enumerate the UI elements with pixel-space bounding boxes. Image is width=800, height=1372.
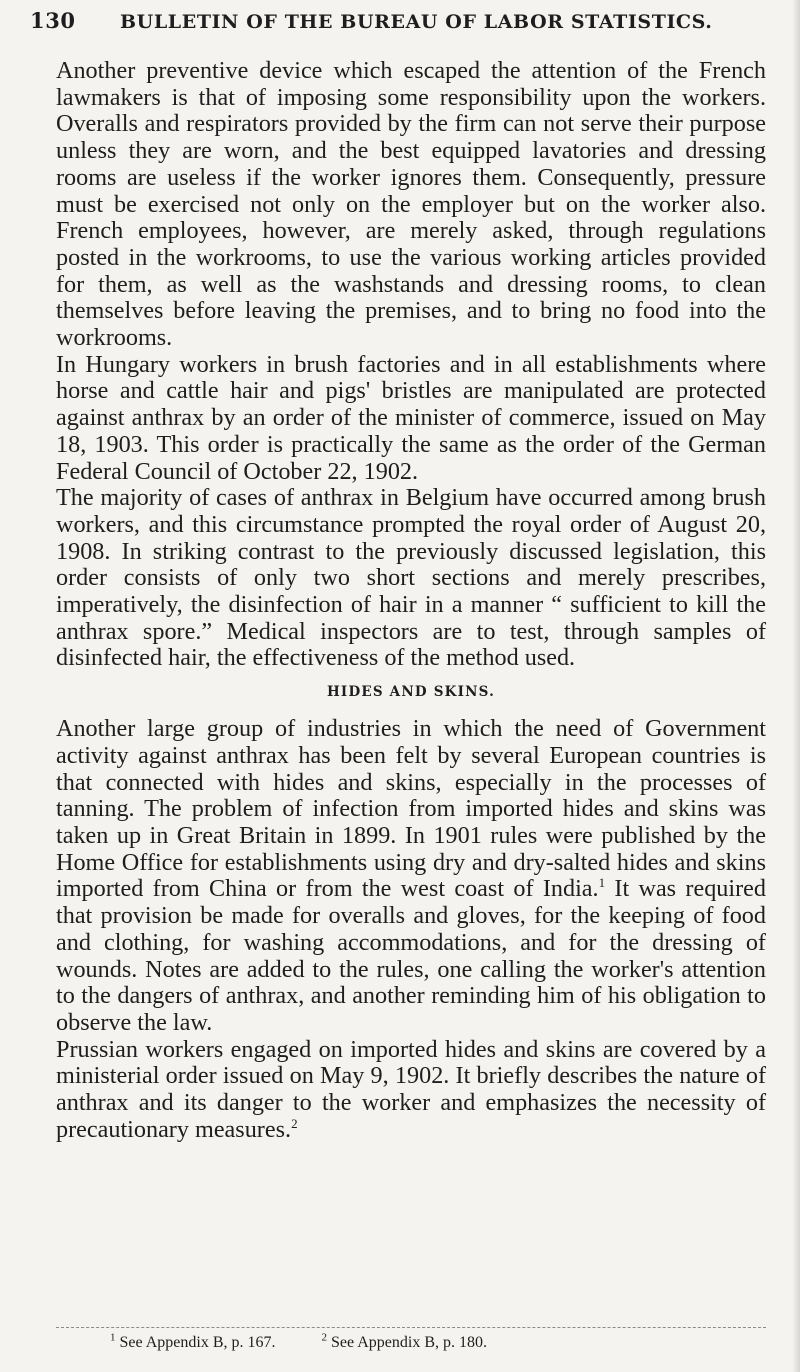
running-title: BULLETIN OF THE BUREAU OF LABOR STATISTICS. (120, 11, 713, 33)
section-heading: HIDES AND SKINS. (326, 684, 496, 701)
paragraph-hides-skins (56, 716, 766, 1036)
paragraph-belgium: The majority of cases of anthrax in Belgium have occurred among brush workers, and this circumstance prompted the royal order of August 20, 1908. In striking contrast to the previously discussed legislation, this order consists of only two short sections and merely prescribes, imperatively, the disinfection of hair in a manner “ sufficient to kill the anthrax spore.” Medical inspectors are to test, through samples of disinfected hair, the effectiveness of the method used. (56, 484, 766, 672)
paragraph-text: Prussian workers engaged on imported hides and skins are covered by a ministerial order issued on May 9, 1902. It briefly describes the nature of anthrax and its danger to the worker and emphasizes the necessity of precautionary measures. (56, 1035, 766, 1143)
footnote-mark: 2 (321, 1331, 327, 1344)
footnote-reference: 1 (598, 875, 606, 891)
page-number: 130 (30, 8, 76, 33)
footnote-mark: 1 (110, 1331, 116, 1344)
page-edge-shadow (792, 0, 800, 1372)
footnote-text: See Appendix B, p. 180. (331, 1334, 487, 1351)
footnote (322, 1333, 488, 1353)
footnote-reference: 2 (291, 1115, 298, 1131)
running-header (30, 8, 770, 48)
footnote (110, 1333, 276, 1353)
body-text (56, 58, 766, 1143)
paragraph-text: It was required that provision be made for overalls and gloves, for the keeping of food and clothing, for washing accommodations, and for the dressing of wounds. Notes are added to the rules, one calling the worker's attention to the dangers of anthrax, and another reminding him of his obligation to observe the law. (56, 875, 766, 1036)
paragraph-preventive-device: Another preventive device which escaped the attention of the French lawmakers is that of imposing some responsibility upon the workers. Overalls and respirators provided by the firm can not serve their purpose unless they are worn, and the best equipped lavatories and dressing rooms are useless if the worker ignores them. Consequently, pressure must be exercised not only on the employer but on the worker also. French employees, however, are merely asked, through regulations posted in the workrooms, to use the various working articles provided for them, as well as the washstands and dressing rooms, to clean themselves before leaving the premises, and to bring no food into the workrooms. (56, 57, 766, 352)
paragraph-hungary: In Hungary workers in brush factories and in all establishments where horse and cattle hair and pigs' bristles are manipulated are protected against anthrax by an order of the minister of commerce, issued on May 18, 1903. This order is practically the same as the order of the German Federal Council of October 22, 1902. (56, 350, 766, 485)
footnotes (110, 1333, 750, 1353)
paragraph-prussian-workers (56, 1037, 766, 1144)
footnote-text: See Appendix B, p. 167. (119, 1334, 276, 1351)
footnote-divider (56, 1327, 766, 1328)
paragraph-text: Another large group of industries in which the need of Government activity against anthrax has been felt by several European countries is that connected with hides and skins, especially in the processes of tanning. The problem of infection from imported hides and skins was taken up in Great Britain in 1899. In 1901 rules were published by the Home Office for establishments using dry and dry-salted hides and skins imported from China or from the west coast of India. (56, 715, 766, 903)
